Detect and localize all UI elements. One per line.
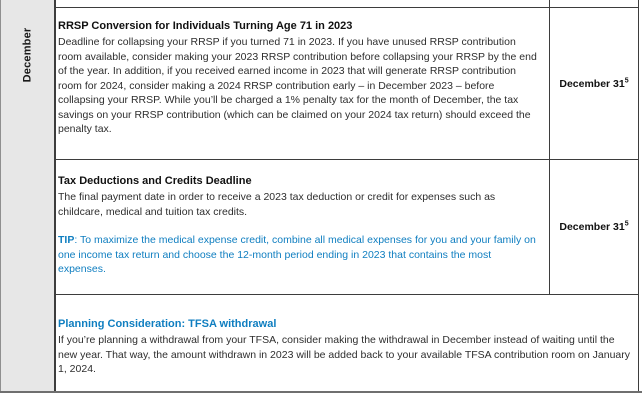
month-label: December xyxy=(21,27,34,83)
tax-deductions-cell xyxy=(58,174,540,277)
tax-deductions-heading: Tax Deductions and Credits Deadline xyxy=(58,175,252,187)
planning-consideration-cell xyxy=(58,317,636,377)
row-divider-2 xyxy=(56,294,638,295)
footnote-marker: 5 xyxy=(624,220,629,228)
rrsp-conversion-cell xyxy=(58,19,540,137)
tax-deductions-body: The final payment date in order to receive a 2023 tax deduction or credit for expenses such as childcare, medical and tuition tax credits. xyxy=(58,191,496,218)
tax-deadline-date-cell xyxy=(550,160,638,294)
rrsp-deadline-date-cell xyxy=(550,8,638,159)
table-right-border xyxy=(638,0,639,392)
tip-text: : To maximize the medical expense credit, combine all medical expenses for you and your family on one income tax return and choose the 12-month period ending in 2023 that contains the most expenses. xyxy=(58,234,536,275)
table-bottom-border xyxy=(0,391,642,393)
rrsp-conversion-heading: RRSP Conversion for Individuals Turning Age 71 in 2023 xyxy=(58,20,353,32)
rrsp-deadline-date: December $31^5$ xyxy=(559,77,629,90)
footnote-marker: 5 xyxy=(624,77,629,84)
table-left-border xyxy=(0,0,1,393)
month-label-cell xyxy=(1,0,54,110)
tax-deadline-date: December $31^5$ xyxy=(559,220,629,233)
tip-label: TIP xyxy=(58,234,75,246)
tip-paragraph xyxy=(58,233,540,277)
planning-consideration-heading: Planning Consideration: TFSA withdrawal xyxy=(58,318,277,330)
planning-consideration-body: If you’re planning a withdrawal from your TFSA, consider making the withdrawal in December instead of waiting until the new year. That way, the amount withdrawn in 2023 will be added back to your available TFSA contribution room on January 1, 2024. xyxy=(58,334,630,375)
rrsp-conversion-body: Deadline for collapsing your RRSP if you turned 71 in 2023. If you have unused RRSP contribution room available, consider making your 2023 RRSP contribution before collapsing your RRSP by the end of the year. In addition, if you received earned income in 2023 that will generate RRSP contribution room for 2024, consider making a 2024 RRSP contribution early – in December 2023 – before collapsing your RRSP. While you’ll be charged a 1% penalty tax for the month of December, the tax savings on your RRSP contribution (which can be claimed on your 2024 tax return) should exceed the penalty tax. xyxy=(58,36,537,135)
month-column-divider xyxy=(54,0,56,392)
